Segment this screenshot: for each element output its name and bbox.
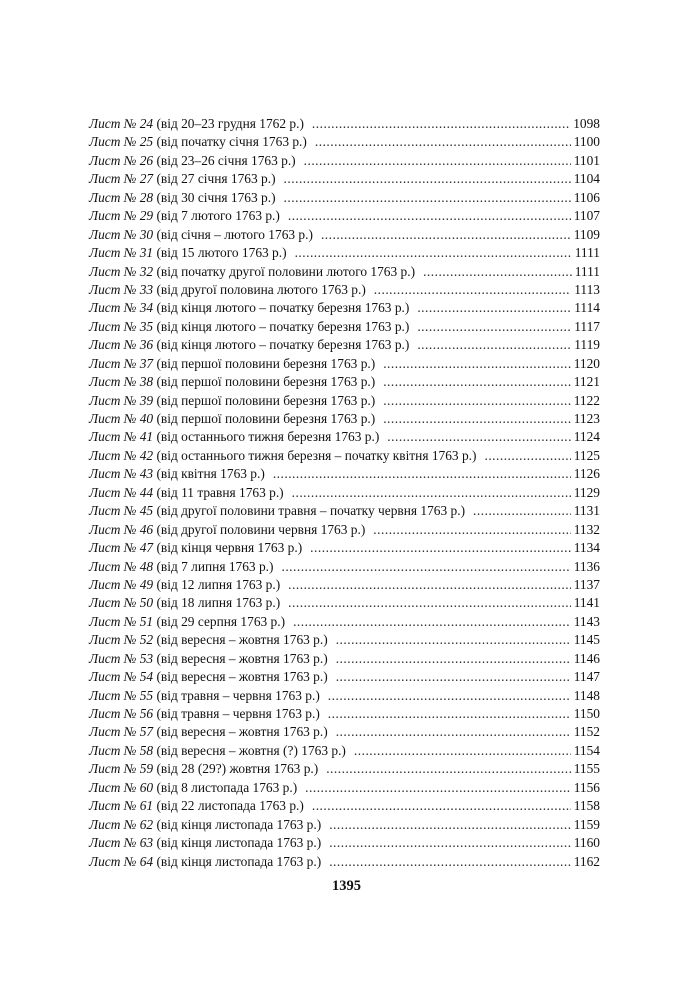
toc-dot-leader xyxy=(288,207,571,225)
toc-entry-date: (від кінця листопада 1763 р.) xyxy=(153,816,322,832)
toc-entry-page: 1134 xyxy=(573,540,600,556)
toc-entry-page: 1106 xyxy=(573,189,600,205)
toc-dot-leader xyxy=(383,355,571,373)
toc-entry xyxy=(89,189,600,207)
toc-entry xyxy=(89,447,600,465)
toc-entry-date: (від 8 листопада 1763 р.) xyxy=(153,779,298,795)
toc-entry-date: (від кінця червня 1763 р.) xyxy=(153,540,303,556)
toc-entry-page: 1101 xyxy=(573,152,600,168)
toc-entry-title xyxy=(89,373,375,391)
toc-entry-page: 1113 xyxy=(574,281,600,297)
toc-entry-title xyxy=(89,465,265,483)
toc-entry-page: 1143 xyxy=(573,613,600,629)
toc-entry-page: 1150 xyxy=(573,706,600,721)
toc-entry-date: (від 7 липня 1763 р.) xyxy=(153,558,274,574)
toc-dot-leader xyxy=(288,594,571,612)
toc-dot-leader xyxy=(417,318,571,336)
toc-entry-letter-number: Лист № 51 xyxy=(89,613,154,629)
toc-entry-letter-number: Лист № 24 xyxy=(89,116,154,131)
toc-entry-letter-number: Лист № 46 xyxy=(89,521,154,537)
toc-entry-letter-number: Лист № 60 xyxy=(89,779,154,795)
toc-entry xyxy=(89,760,600,778)
toc-entry xyxy=(89,650,600,668)
toc-entry-letter-number: Лист № 36 xyxy=(89,337,154,353)
toc-entry xyxy=(89,742,600,760)
toc-entry-title xyxy=(89,207,280,225)
toc-entry-page: 1136 xyxy=(573,558,600,574)
toc-entry xyxy=(89,576,600,594)
toc-entry-page: 1119 xyxy=(574,337,600,353)
toc-entry-page: 1123 xyxy=(573,411,600,426)
toc-dot-leader xyxy=(321,226,571,244)
toc-dot-leader xyxy=(315,133,571,151)
toc-entry xyxy=(89,539,600,557)
toc-entry-date: (від кінця листопада 1763 р.) xyxy=(153,853,322,869)
toc-entry-page: 1154 xyxy=(573,742,600,758)
toc-entry-page: 1155 xyxy=(573,761,600,777)
toc-entry-title xyxy=(89,687,320,705)
toc-entry-title xyxy=(89,613,285,631)
toc-entry-date: (від початку другої половини лютого 1763 р.) xyxy=(153,263,416,279)
toc-dot-leader xyxy=(417,336,571,354)
toc-dot-leader xyxy=(295,244,572,262)
toc-entry-date: (від 29 серпня 1763 р.) xyxy=(153,613,286,629)
toc-entry-page: 1156 xyxy=(573,779,600,795)
toc-entry xyxy=(89,687,600,705)
toc-entry-date: (від вересня – жовтня 1763 р.) xyxy=(153,632,328,648)
toc-dot-leader xyxy=(336,650,571,668)
toc-entry xyxy=(89,594,600,612)
toc-entry-letter-number: Лист № 29 xyxy=(89,208,154,224)
toc-entry-title xyxy=(89,263,415,281)
toc-dot-leader xyxy=(284,170,571,188)
toc-entry-date: (від початку січня 1763 р.) xyxy=(153,134,307,150)
toc-entry-date: (від 18 липня 1763 р.) xyxy=(153,595,281,611)
toc-entry-page: 1124 xyxy=(573,429,600,445)
toc-entry-letter-number: Лист № 45 xyxy=(89,503,154,519)
toc-entry-letter-number: Лист № 30 xyxy=(89,226,154,242)
toc-entry-date: (від другої половини травня – початку червня 1763 р.) xyxy=(153,503,466,519)
toc-entry-page: 1159 xyxy=(573,816,600,832)
toc-entry xyxy=(89,207,600,225)
toc-dot-leader xyxy=(292,484,571,502)
toc-entry-page: 1120 xyxy=(573,355,600,371)
toc-entry-page: 1100 xyxy=(573,134,600,150)
toc-entry-title xyxy=(89,299,409,317)
toc-entry-title xyxy=(89,723,328,741)
toc-entry-letter-number: Лист № 47 xyxy=(89,540,154,556)
toc-entry-date: (від вересня – жовтня 1763 р.) xyxy=(153,724,328,740)
toc-entry-title xyxy=(89,797,304,815)
toc-entry-letter-number: Лист № 58 xyxy=(89,742,154,758)
toc-entry-page: 1152 xyxy=(573,724,600,740)
toc-entry-title xyxy=(89,631,328,649)
toc-entry-date: (від першої половини березня 1763 р.) xyxy=(153,411,376,426)
toc-dot-leader xyxy=(484,447,570,465)
toc-entry-letter-number: Лист № 31 xyxy=(89,245,154,261)
toc-entry-title xyxy=(89,318,409,336)
toc-entry-title xyxy=(89,189,276,207)
toc-entry-page: 1109 xyxy=(573,226,600,242)
toc-entry-page: 1111 xyxy=(574,263,600,279)
toc-entry xyxy=(89,816,600,834)
toc-entry-letter-number: Лист № 42 xyxy=(89,447,154,463)
toc-entry xyxy=(89,336,600,354)
toc-entry xyxy=(89,263,600,281)
toc-entry xyxy=(89,392,600,410)
toc-entry-date: (від кінця лютого – початку березня 1763 р.) xyxy=(153,300,410,316)
toc-entry-letter-number: Лист № 49 xyxy=(89,576,154,592)
toc-entry xyxy=(89,318,600,336)
toc-entry-date: (від травня – червня 1763 р.) xyxy=(153,687,320,703)
toc-entry xyxy=(89,152,600,170)
toc-dot-leader xyxy=(293,613,571,631)
toc-entry-title xyxy=(89,816,321,834)
toc-entry-date: (від першої половини березня 1763 р.) xyxy=(153,374,376,390)
toc-entry-page: 1122 xyxy=(573,392,600,408)
toc-entry-date: (від вересня – жовтня (?) 1763 р.) xyxy=(153,742,346,758)
toc-entry-title xyxy=(89,558,273,576)
toc-entry xyxy=(89,521,600,539)
toc-entry-title xyxy=(89,115,304,133)
toc-entry-letter-number: Лист № 59 xyxy=(89,761,154,777)
toc-entry-date: (від 12 липня 1763 р.) xyxy=(153,576,281,592)
toc-entry xyxy=(89,613,600,631)
toc-dot-leader xyxy=(329,853,571,871)
toc-entry-letter-number: Лист № 64 xyxy=(89,853,154,869)
toc-entry-title xyxy=(89,355,375,373)
toc-entry-title xyxy=(89,392,375,410)
toc-entry-date: (від 11 травня 1763 р.) xyxy=(153,484,284,500)
toc-entry-letter-number: Лист № 43 xyxy=(89,466,154,482)
toc-entry-date: (від кінця листопада 1763 р.) xyxy=(153,835,322,851)
toc-entry-date: (від 30 січня 1763 р.) xyxy=(153,189,276,205)
toc-dot-leader xyxy=(284,189,571,207)
toc-entry-letter-number: Лист № 57 xyxy=(89,724,154,740)
toc-entry-page: 1160 xyxy=(573,835,600,851)
toc-entry xyxy=(89,834,600,852)
toc-entry-title xyxy=(89,410,375,428)
toc-entry-title xyxy=(89,779,297,797)
toc-entry xyxy=(89,170,600,188)
toc-dot-leader xyxy=(273,465,571,483)
toc-entry-letter-number: Лист № 34 xyxy=(89,300,154,316)
toc-entry xyxy=(89,668,600,686)
toc-entry-letter-number: Лист № 37 xyxy=(89,355,154,371)
toc-entry-letter-number: Лист № 38 xyxy=(89,374,154,390)
table-of-contents xyxy=(89,115,600,871)
toc-entry xyxy=(89,373,600,391)
toc-entry-page: 1132 xyxy=(573,521,600,537)
toc-entry xyxy=(89,705,600,723)
toc-entry xyxy=(89,428,600,446)
toc-entry xyxy=(89,226,600,244)
toc-entry xyxy=(89,723,600,741)
toc-dot-leader xyxy=(373,521,570,539)
toc-entry xyxy=(89,631,600,649)
toc-entry-page: 1107 xyxy=(573,208,600,224)
toc-entry xyxy=(89,779,600,797)
toc-entry-title xyxy=(89,742,346,760)
toc-entry-page: 1131 xyxy=(573,503,600,519)
toc-dot-leader xyxy=(417,299,571,317)
toc-entry-letter-number: Лист № 35 xyxy=(89,318,154,334)
toc-dot-leader xyxy=(336,631,571,649)
toc-entry-page: 1129 xyxy=(573,484,600,500)
toc-entry-date: (від першої половини березня 1763 р.) xyxy=(153,392,376,408)
toc-dot-leader xyxy=(312,115,570,133)
toc-dot-leader xyxy=(329,834,571,852)
toc-entry xyxy=(89,410,600,428)
toc-entry-page: 1126 xyxy=(573,466,600,482)
toc-entry xyxy=(89,558,600,576)
toc-entry-letter-number: Лист № 52 xyxy=(89,632,154,648)
toc-entry-date: (від 20–23 грудня 1762 р.) xyxy=(153,116,304,131)
toc-entry-date: (від квітня 1763 р.) xyxy=(153,466,265,482)
toc-entry-date: (від 23–26 січня 1763 р.) xyxy=(153,152,296,168)
toc-entry-date: (від 22 листопада 1763 р.) xyxy=(153,798,304,814)
toc-entry-letter-number: Лист № 61 xyxy=(89,798,154,814)
toc-entry-title xyxy=(89,521,365,539)
toc-entry-date: (від останнього тижня березня 1763 р.) xyxy=(153,429,380,445)
toc-entry-letter-number: Лист № 56 xyxy=(89,706,154,721)
toc-entry-page: 1137 xyxy=(573,576,600,592)
toc-dot-leader xyxy=(328,705,571,723)
toc-entry-page: 1158 xyxy=(573,798,600,814)
toc-dot-leader xyxy=(281,558,570,576)
toc-entry-title xyxy=(89,244,287,262)
toc-entry-date: (від кінця лютого – початку березня 1763 р.) xyxy=(153,337,410,353)
toc-entry-page: 1162 xyxy=(573,853,600,869)
toc-entry xyxy=(89,115,600,133)
toc-entry-page: 1141 xyxy=(573,595,600,611)
toc-dot-leader xyxy=(328,687,571,705)
toc-entry-title xyxy=(89,853,321,871)
toc-entry-title xyxy=(89,170,276,188)
toc-entry-title xyxy=(89,760,318,778)
toc-entry-letter-number: Лист № 55 xyxy=(89,687,154,703)
toc-entry-letter-number: Лист № 28 xyxy=(89,189,154,205)
toc-entry-title xyxy=(89,336,409,354)
toc-entry-letter-number: Лист № 44 xyxy=(89,484,154,500)
toc-entry-letter-number: Лист № 39 xyxy=(89,392,154,408)
toc-entry-letter-number: Лист № 32 xyxy=(89,263,154,279)
toc-dot-leader xyxy=(312,797,571,815)
toc-dot-leader xyxy=(310,539,571,557)
toc-entry-page: 1145 xyxy=(573,632,600,648)
toc-entry-letter-number: Лист № 48 xyxy=(89,558,154,574)
toc-entry-title xyxy=(89,484,284,502)
toc-entry-date: (від 27 січня 1763 р.) xyxy=(153,171,276,187)
toc-entry-letter-number: Лист № 40 xyxy=(89,411,154,426)
toc-entry-page: 1121 xyxy=(573,374,600,390)
toc-dot-leader xyxy=(304,152,571,170)
toc-dot-leader xyxy=(354,742,571,760)
toc-entry-title xyxy=(89,428,379,446)
toc-entry-title xyxy=(89,539,302,557)
toc-entry-date: (від кінця лютого – початку березня 1763 р.) xyxy=(153,318,410,334)
toc-dot-leader xyxy=(383,410,571,428)
toc-entry xyxy=(89,484,600,502)
toc-entry-title xyxy=(89,133,307,151)
toc-entry-letter-number: Лист № 33 xyxy=(89,281,154,297)
toc-entry-title xyxy=(89,152,296,170)
toc-entry xyxy=(89,465,600,483)
toc-entry-title xyxy=(89,834,321,852)
toc-entry-date: (від вересня – жовтня 1763 р.) xyxy=(153,650,328,666)
toc-entry-title xyxy=(89,447,476,465)
toc-dot-leader xyxy=(336,723,571,741)
toc-entry xyxy=(89,299,600,317)
page-number: 1395 xyxy=(332,878,361,894)
toc-entry-page: 1117 xyxy=(574,318,600,334)
toc-entry-title xyxy=(89,650,328,668)
toc-entry-letter-number: Лист № 27 xyxy=(89,171,154,187)
toc-entry xyxy=(89,133,600,151)
toc-entry-title xyxy=(89,502,465,520)
toc-entry-page: 1147 xyxy=(573,669,600,685)
toc-entry-title xyxy=(89,281,366,299)
toc-dot-leader xyxy=(326,760,571,778)
toc-entry-title xyxy=(89,594,280,612)
toc-entry-page: 1104 xyxy=(573,171,600,187)
toc-entry-date: (від травня – червня 1763 р.) xyxy=(153,706,320,721)
toc-dot-leader xyxy=(423,263,572,281)
toc-entry-letter-number: Лист № 53 xyxy=(89,650,154,666)
toc-entry xyxy=(89,355,600,373)
toc-entry xyxy=(89,244,600,262)
toc-entry-title xyxy=(89,668,328,686)
toc-entry-date: (від другої половини червня 1763 р.) xyxy=(153,521,366,537)
toc-entry xyxy=(89,502,600,520)
toc-entry-letter-number: Лист № 50 xyxy=(89,595,154,611)
toc-entry-letter-number: Лист № 54 xyxy=(89,669,154,685)
toc-entry-page: 1098 xyxy=(573,116,600,131)
toc-dot-leader xyxy=(387,428,570,446)
toc-entry-title xyxy=(89,226,313,244)
toc-dot-leader xyxy=(383,392,571,410)
toc-dot-leader xyxy=(329,816,571,834)
toc-entry-page: 1114 xyxy=(574,300,600,316)
toc-dot-leader xyxy=(374,281,571,299)
toc-entry-page: 1146 xyxy=(573,650,600,666)
toc-entry-letter-number: Лист № 41 xyxy=(89,429,154,445)
toc-entry-page: 1148 xyxy=(573,687,600,703)
toc-entry-date: (від 28 (29?) жовтня 1763 р.) xyxy=(153,761,319,777)
toc-entry-date: (від вересня – жовтня 1763 р.) xyxy=(153,669,328,685)
toc-dot-leader xyxy=(336,668,571,686)
toc-entry-letter-number: Лист № 25 xyxy=(89,134,154,150)
toc-dot-leader xyxy=(473,502,571,520)
toc-entry xyxy=(89,853,600,871)
toc-entry-letter-number: Лист № 63 xyxy=(89,835,154,851)
toc-entry-date: (від останнього тижня березня – початку квітня 1763 р.) xyxy=(153,447,477,463)
toc-entry-date: (від другої половина лютого 1763 р.) xyxy=(153,281,366,297)
toc-entry-date: (від січня – лютого 1763 р.) xyxy=(153,226,313,242)
toc-entry-page: 1125 xyxy=(573,447,600,463)
toc-entry xyxy=(89,281,600,299)
toc-entry-letter-number: Лист № 62 xyxy=(89,816,154,832)
toc-entry xyxy=(89,797,600,815)
toc-dot-leader xyxy=(305,779,571,797)
toc-entry-date: (від 15 лютого 1763 р.) xyxy=(153,245,287,261)
toc-entry-page: 1111 xyxy=(574,245,600,261)
toc-entry-date: (від 7 лютого 1763 р.) xyxy=(153,208,280,224)
toc-entry-letter-number: Лист № 26 xyxy=(89,152,154,168)
toc-entry-title xyxy=(89,705,320,723)
toc-dot-leader xyxy=(383,373,571,391)
toc-entry-date: (від першої половини березня 1763 р.) xyxy=(153,355,376,371)
toc-entry-title xyxy=(89,576,280,594)
toc-dot-leader xyxy=(288,576,571,594)
